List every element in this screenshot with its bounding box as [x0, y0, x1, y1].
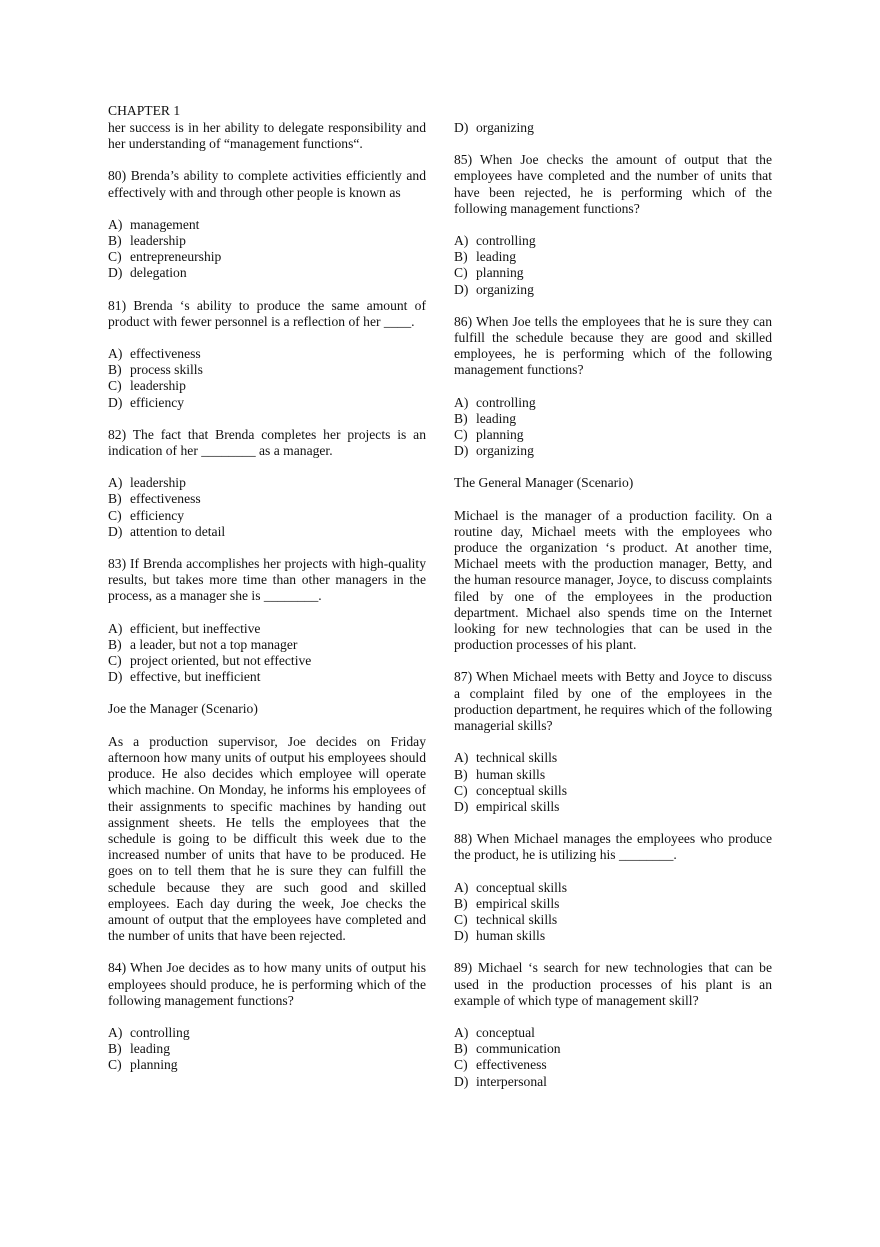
option: D) effective, but inefficient	[108, 669, 261, 685]
option: A) leadership	[108, 475, 186, 491]
question-81: 81) Brenda ‘s ability to produce the same amount of product with fewer personnel is a reflection of her ____.	[108, 297, 426, 329]
option: A) conceptual skills	[454, 879, 567, 895]
question-88: 88) When Michael manages the employees who produce the product, he is utilizing his ________.	[454, 831, 772, 863]
question-85: 85) When Joe checks the amount of output that the employees have completed and the number of units that have been rejected, he is performing which of the following management functions?	[454, 152, 772, 216]
option: D) organizing	[454, 443, 534, 459]
scenario-text-joe: As a production supervisor, Joe decides on Friday afternoon how many units of output his employees should produce. He also decides which employee will operate which machine. On Monday, he informs his employees of their assignments to specific machines by handing out assignment sheets. He tells the employees that the schedule is going to be difficult this week due to the increased number of units that have to be produced. He goes on to tell them that he is sure they can fulfill the schedule because they are such good and skilled employees. Each day during the week, Joe checks the amount of output that the employees have completed and the number of units that have been rejected.	[108, 733, 426, 944]
left-column	[108, 120, 426, 1090]
question-82: 82) The fact that Brenda completes her projects is an indication of her ________ as a manager.	[108, 426, 426, 459]
question-81-options	[108, 346, 426, 411]
option: C) project oriented, but not effective	[108, 653, 312, 669]
option: C) planning	[454, 427, 524, 443]
intro-paragraph: her success is in her ability to delegate responsibility and her understanding of “management functions“.	[108, 120, 426, 152]
option: A) effectiveness	[108, 346, 201, 362]
option: B) process skills	[108, 362, 203, 378]
option: B) empirical skills	[454, 895, 560, 911]
option: D) human skills	[454, 928, 546, 944]
question-83-options	[108, 621, 426, 686]
right-column	[454, 120, 772, 1106]
option: D) organizing	[454, 120, 534, 135]
option: A) controlling	[454, 233, 536, 249]
option: A) technical skills	[454, 750, 558, 766]
question-89-options	[454, 1025, 772, 1090]
option: D) organizing	[454, 281, 534, 297]
question-84-options-continued	[454, 120, 772, 136]
option: C) leadership	[108, 378, 186, 394]
question-87-options	[454, 750, 772, 815]
option: B) leading	[108, 1041, 171, 1057]
option: A) management	[108, 216, 200, 232]
question-84: 84) When Joe decides as to how many units of output his employees should produce, he is performing which of the following management functions?	[108, 960, 426, 1008]
option: D) delegation	[108, 265, 187, 281]
option: C) entrepreneurship	[108, 249, 222, 265]
question-84-options	[108, 1025, 426, 1074]
option: D) efficiency	[108, 394, 185, 410]
scenario-title-joe: Joe the Manager (Scenario)	[108, 701, 258, 717]
scenario-title-general-manager: The General Manager (Scenario)	[454, 475, 634, 491]
option: A) controlling	[108, 1024, 190, 1040]
option: B) effectiveness	[108, 491, 201, 507]
chapter-header: CHAPTER 1	[108, 103, 181, 118]
option: A) efficient, but ineffective	[108, 620, 261, 636]
option: B) leading	[454, 249, 517, 265]
question-86-options	[454, 395, 772, 460]
question-85-options	[454, 233, 772, 298]
question-87: 87) When Michael meets with Betty and Joyce to discuss a complaint filed by one of the employees in the production department, he requires which of the following managerial skills?	[454, 669, 772, 734]
option: C) efficiency	[108, 507, 185, 523]
option: C) conceptual skills	[454, 782, 567, 798]
option: D) attention to detail	[108, 523, 226, 539]
option: B) human skills	[454, 766, 546, 782]
option: D) interpersonal	[454, 1073, 547, 1089]
option: B) leadership	[108, 233, 186, 249]
question-80-options	[108, 217, 426, 282]
option: B) a leader, but not a top manager	[108, 636, 298, 652]
question-82-options	[108, 475, 426, 540]
question-86: 86) When Joe tells the employees that he is sure they can fulfill the schedule because they are good and skilled employees, he is performing which of the following management functions?	[454, 313, 772, 378]
scenario-text-general-manager: Michael is the manager of a production facility. On a routine day, Michael meets with the employees who produce the organization ‘s product. At another time, Michael meets with the production manager, Betty, and the human resource manager, Joyce, to discuss complaints filed by one of the employees in the production department. Michael also spends time on the Internet looking for new technologies that can be used in the production processes of his plant.	[454, 507, 772, 653]
option: A) conceptual	[454, 1024, 535, 1040]
option: C) planning	[454, 265, 524, 281]
option: C) planning	[108, 1057, 178, 1073]
option: B) communication	[454, 1041, 561, 1057]
question-83: 83) If Brenda accomplishes her projects with high-quality results, but takes more time than other managers in the process, as a manager she is ________.	[108, 556, 426, 604]
question-89: 89) Michael ‘s search for new technologies that can be used in the production processes of his plant is an example of which type of management skill?	[454, 960, 772, 1008]
option: A) controlling	[454, 394, 536, 410]
option: C) effectiveness	[454, 1057, 547, 1073]
question-80: 80) Brenda’s ability to complete activities efficiently and effectively with and through other people is known as	[108, 168, 426, 200]
option: C) technical skills	[454, 911, 558, 927]
option: D) empirical skills	[454, 798, 560, 814]
question-88-options	[454, 880, 772, 945]
option: B) leading	[454, 410, 517, 426]
